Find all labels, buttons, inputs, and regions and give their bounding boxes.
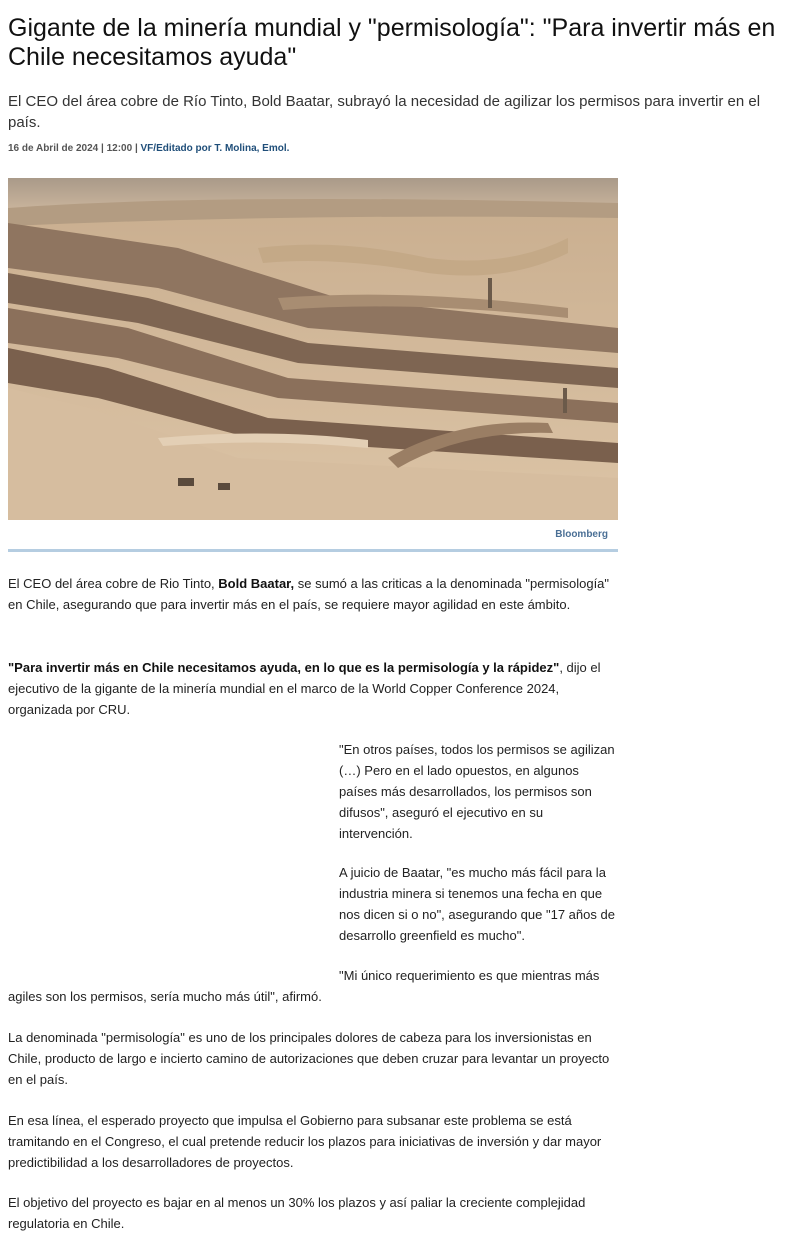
open-pit-mine-photo xyxy=(8,178,618,520)
quote-2: A juicio de Baatar, "es mucho más fácil para la industria minera si tenemos una fecha en que nos dicen si o no", asegurando que "17 años de desarrollo greenfield es mucho". xyxy=(339,865,615,943)
paragraph-1-text-c: se sumó a las criticas a la denominada "permisología" en Chile, asegurando que para invertir más en el país, se requiere mayor agilidad en este ámbito. xyxy=(8,576,610,612)
paragraph-4: En esa línea, el esperado proyecto que impulsa el Gobierno para subsanar este problema se está tramitando en el Congreso, el cual pretende reducir los plazos para iniciativas de inversión y dar mayor predictibilidad a los desarrolladores de proyectos. xyxy=(8,1113,602,1170)
paragraph-2-bold: "Para invertir más en Chile necesitamos ayuda, en lo que es la permisología y la rápidez" xyxy=(8,660,560,675)
paragraph-1-bold: Bold Baatar, xyxy=(218,576,295,591)
article-subtitle: El CEO del área cobre de Río Tinto, Bold Baatar, subrayó la necesidad de agilizar los permisos para invertir en el país. xyxy=(8,93,761,131)
quote-1: "En otros países, todos los permisos se agilizan (…) Pero en el lado opuestos, en algunos países más desarrollados, los permisos son difusos", aseguró el ejecutivo en su intervención. xyxy=(339,742,615,841)
article-meta xyxy=(8,143,289,154)
quote-3-line-2: agiles son los permisos, sería mucho más útil", afirmó. xyxy=(8,989,322,1004)
paragraph-5: El objetivo del proyecto es bajar en al menos un 30% los plazos y así paliar la creciente complejidad regulatoria en Chile. xyxy=(8,1195,586,1231)
paragraph-2 xyxy=(8,657,620,720)
image-credit: Bloomberg xyxy=(555,529,608,540)
paragraph-1-text-a: El CEO del área cobre de Rio Tinto, xyxy=(8,576,219,591)
paragraph-3: La denominada "permisología" es uno de los principales dolores de cabeza para los inversionistas en Chile, producto de largo e incierto camino de autorizaciones que deben cruzar para levantar un proyecto en el país. xyxy=(8,1030,610,1087)
article-author-link[interactable]: VF/Editado por T. Molina, Emol. xyxy=(140,143,290,154)
quote-3-line-1: "Mi único requerimiento es que mientras más xyxy=(339,968,600,983)
article-title: Gigante de la minería mundial y "permisología": "Para invertir más en Chile necesitamos ayuda" xyxy=(8,14,776,71)
article-date: 16 de Abril de 2024 | 12:00 | xyxy=(8,143,141,154)
article-figure xyxy=(8,178,618,552)
paragraph-1 xyxy=(8,573,620,615)
paragraph-2-text: , dijo el ejecutivo de la gigante de la minería mundial en el marco de la World Copper Conference 2024, organizada por CRU. xyxy=(8,660,601,717)
